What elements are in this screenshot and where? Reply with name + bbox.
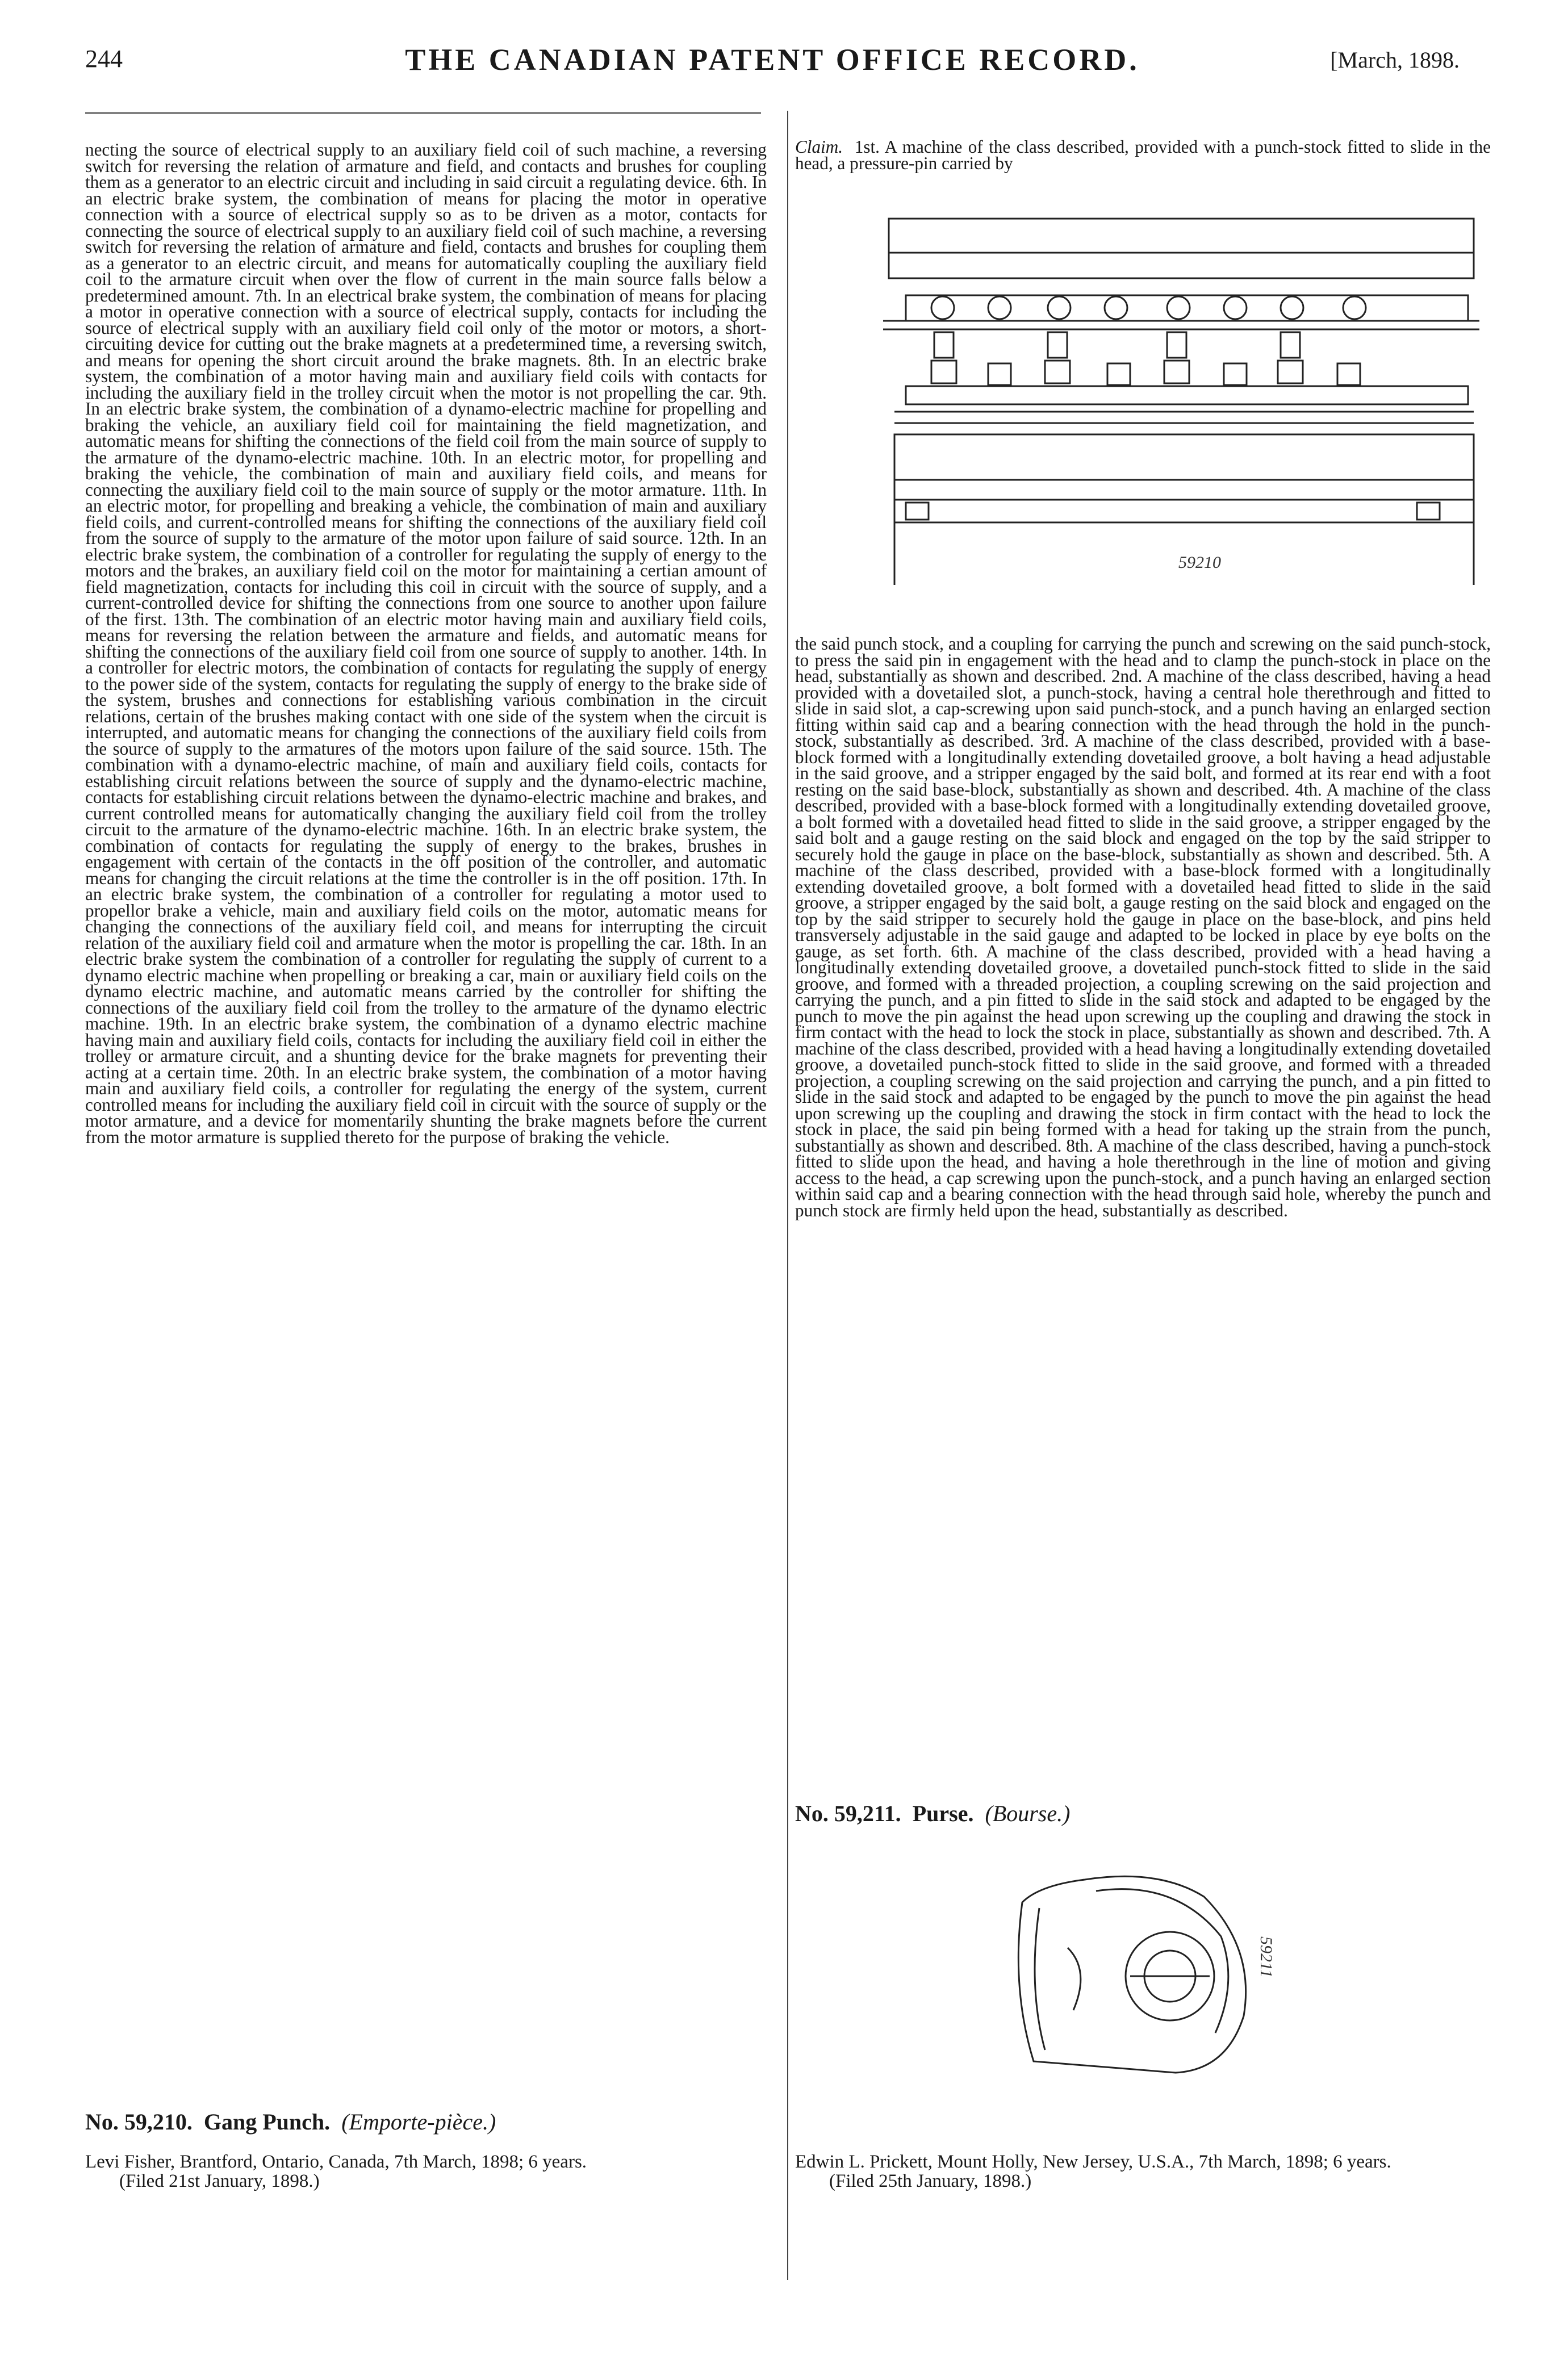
entry-59210-meta bbox=[85, 2152, 767, 2191]
gang-punch-drawing bbox=[883, 216, 1482, 625]
left-column-text bbox=[85, 142, 767, 2093]
purse-drawing bbox=[988, 1846, 1306, 2118]
gang-punch-figure-label: 59210 bbox=[1178, 553, 1221, 572]
entry-59210-french-title: (Emporte-pièce.) bbox=[341, 2109, 496, 2135]
page-number: 244 bbox=[85, 45, 123, 73]
claims-continuation: necting the source of electrical supply to an auxiliary field coil of such machine, a reversing switch for reversing the relation of armature and field, and contacts and brushes for coupling them as a generator to an electric circuit and including in said circuit a regulating device. 6th. In an electric brake system, the combination of means for placing the motor in operative connection with a source of electrical supply so as to be driven as a motor, contacts for connecting the source of electrical supply to an auxiliary field coil of such machine, a reversing switch for reversing the relation of armature and field, contacts and brushes for coupling them as a generator to an electric circuit, and means for automatically coupling the auxiliary field coil to the armature circuit when over the flow of current in the main source falls below a predetermined amount. 7th. In an electrical brake system, the combination of means for placing a motor in operative connection with a source of electrical supply, contacts for including the source of electrical supply with an auxiliary field coil only of the motor or motors, a short-circuiting device for cutting out the brake magnets at a predetermined time, a reversing switch, and means for opening the short circuit around the brake magnets. 8th. In an electric brake system, the combination of a motor having main and auxiliary field coils with contacts for including the auxiliary field in the trolley circuit when the motor is not propelling the car. 9th. In an electric brake system, the combination of a dynamo-electric machine for propelling and braking the vehicle, an auxiliary field coil for maintaining the field magnetization, and automatic means for shifting the connections of the field coil from the main source of supply to the armature of the dynamo-electric machine. 10th. In an electric motor, for propelling and braking the vehicle, the combination of main and auxiliary field coils, and means for connecting the auxiliary field coil to the main source of supply or the motor armature. 11th. In an electric motor, for propelling and breaking a vehicle, the combination of main and auxiliary field coils, and current-controlled means for shifting the connections of the auxiliary field coil from the source of supply to the armature of the motor upon failure of said source. 12th. In an electric brake system, the combination of a controller for regulating the supply of energy to the motors and the brakes, an auxiliary field coil on the motor for maintaining a certian amount of field magnetization, contacts for including this coil in circuit with the source of supply, and a current-controlled device for shifting the connections from one source to another upon failure of the first. 13th. The combination of an electric motor having main and auxiliary field coils, means for reversing the relation between the armature and fields, and automatic means for shifting the connections of the auxiliary field coil from one source of supply to another. 14th. In a controller for electric motors, the combination of contacts for regulating the supply of energy to the power side of the system, contacts for regulating the supply of energy to the brake side of the system, brushes and connections for establishing various combination in the circuit relations, certain of the brushes making contact with one side of the system when the circuit is interrupted, and automatic means for changing the connections of the auxiliary field coils from the source of supply to the armatures of the motors upon failure of the said source. 15th. The combination with a dynamo-electric machine, of main and auxiliary field coils, contacts for establishing circuit relations between the source of supply and the dynamo-electric machine, contacts for establishing circuit relations between the dynamo-electric machine and brakes, and current controlled means for automatically changing the auxiliary field coil from the trolley circuit to the armature of the dynamo-electric machine. 16th. In an electric brake system, the combination of contacts for regulating the supply of energy to the brakes, brushes in engagement with certain of the contacts in the off position of the controller, and automatic means for changing the circuit relations at the time the controller is in the off position. 17th. In an electric brake system, the combination of a controller for regulating a motor used to propellor brake a vehicle, main and auxiliary field coils on the motor, automatic means for changing the connections of the auxiliary field coil, and means for interrupting the circuit relation of the auxiliary field coil and armature when the motor is propelling the car. 18th. In an electric brake system the combination of a controller for regulating the supply of current to a dynamo electric machine when propelling or breaking a car, main or auxiliary field coils on the dynamo electric machine, and automatic means carried by the controller for shifting the connections of the auxiliary field coil from the trolley to the armature of the dynamo electric machine. 19th. In an electric brake system, the combination of a dynamo electric machine having main and auxiliary field coils, contacts for including the auxiliary field coil in either the trolley or armature circuit, and a shunting device for the brake magnets for preventing their acting at a certain time. 20th. In an electric brake system, the combination of a motor having main and auxiliary field coils, a controller for regulating the energy of the system, current controlled means for including the auxiliary field coil in circuit with the source of supply or the motor armature, and a device for momentarily shunting the brake magnets before the current from the motor armature is supplied thereto for the purpose of braking the vehicle. bbox=[85, 142, 767, 1147]
entry-59210-number: No. 59,210. bbox=[85, 2109, 193, 2135]
purse-figure bbox=[988, 1846, 1306, 2118]
entry-59211-french-title: (Bourse.) bbox=[985, 1801, 1071, 1826]
entry-59211-number: No. 59,211. bbox=[795, 1801, 901, 1826]
entry-59210-filed: (Filed 21st January, 1898.) bbox=[119, 2171, 320, 2191]
claim-intro-block bbox=[795, 139, 1491, 171]
entry-59211-heading bbox=[795, 1800, 1070, 1827]
claims-continued bbox=[795, 636, 1491, 1774]
claims-continued-text: the said punch stock, and a coupling for carrying the punch and screwing on the said punch-stock, to press the said pin in engagement with the head and to clamp the punch-stock in place on the head, substantially as shown and described. 2nd. A machine of the class described, having a head provided with a dovetailed slot, a punch-stock, having a central hole therethrough and fitted to slide in said slot, a cap-screwing upon said punch-stock, and a punch having an enlarged section fitting within said cap and a bearing connection with the head through the hold in the punch-stock, substantially as described. 3rd. A machine of the class described, provided with a base-block formed with a longitudinally extending dovetailed groove, a bolt having a head adjustable in the said groove, and a stripper engaged by the said bolt, and formed at its rear end with a foot resting on the said base-block, substantially as shown and described. 4th. A machine of the class described, provided with a base-block formed with a longitudinally extending dovetailed groove, a bolt formed with a dovetailed head fitted to slide in the said groove, a stripper engaged by the said bolt and a gauge resting on the said block and engaged on the top by the said stripper to securely hold the gauge in place on the base-block, substantially as shown and described. 5th. A machine of the class described, provided with a base-block formed with a longitudinally extending dovetailed groove, a bolt formed with a dovetailed head fitted to slide in the said groove, a stripper engaged by the said bolt, a gauge resting on the said block and engaged on the top by the said stripper to securely hold the gauge in place on the base-block, and pins held transversely adjustable in the said gauge and adapted to be locked in place by eye bolts on the gauge, as set forth. 6th. A machine of the class described, provided with a head having a longitudinally extending dovetailed groove, a dovetailed punch-stock fitted to slide in the said groove, and formed with a threaded projection, a coupling screwing on the said projection and carrying the punch, and a pin fitted to slide in the said stock and adapted to be engaged by the punch to move the pin against the head upon screwing up the coupling and drawing the stock in firm contact with the head to lock the stock in place, substantially as shown and described. 7th. A machine of the class described, provided with a head having a longitudinally extending dovetailed groove, a dovetailed punch-stock fitted to slide in the said groove, and formed with a threaded projection, a coupling screwing on the said projection and carrying the punch, and a pin fitted to slide in the said stock and adapted to be engaged by the punch to move the pin against the head upon screwing up the coupling and drawing the stock in firm contact with the head to lock the stock in place, the said pin being formed with a head for taking up the strain from the punch, substantially as shown and described. 8th. A machine of the class described, having a punch-stock fitted to slide upon the head, and having a hole therethrough in the line of motion and giving access to the head, a cap screwing upon the punch-stock, and a punch having an enlarged section within said cap and a bearing connection with the head through said hole, whereby the punch and punch stock are firmly held upon the head, substantially as described. bbox=[795, 636, 1491, 1220]
issue-date: [March, 1898. bbox=[1330, 47, 1460, 73]
entry-59211-inventor: Edwin L. Prickett, Mount Holly, New Jersey, U.S.A., 7th March, 1898; 6 years. bbox=[795, 2152, 1391, 2172]
entry-59210-inventor: Levi Fisher, Brantford, Ontario, Canada, 7th March, 1898; 6 years. bbox=[85, 2152, 587, 2172]
column-divider bbox=[787, 111, 788, 2280]
journal-title: THE CANADIAN PATENT OFFICE RECORD. bbox=[405, 43, 1140, 77]
entry-59211-meta bbox=[795, 2152, 1491, 2191]
header-rule bbox=[85, 112, 761, 114]
gang-punch-figure bbox=[883, 216, 1482, 625]
entry-59211-filed: (Filed 25th January, 1898.) bbox=[829, 2171, 1032, 2191]
entry-59211-title: Purse. bbox=[912, 1801, 974, 1826]
purse-figure-label: 59211 bbox=[1257, 1936, 1276, 1978]
page-header bbox=[85, 44, 1460, 84]
claim-intro: 1st. A machine of the class described, provided with a punch-stock fitted to slide in the head, a pressure-pin carried by bbox=[795, 137, 1491, 173]
entry-59210-title: Gang Punch. bbox=[203, 2109, 331, 2135]
entry-59210-heading bbox=[85, 2108, 496, 2135]
claim-label: Claim. bbox=[795, 137, 843, 157]
